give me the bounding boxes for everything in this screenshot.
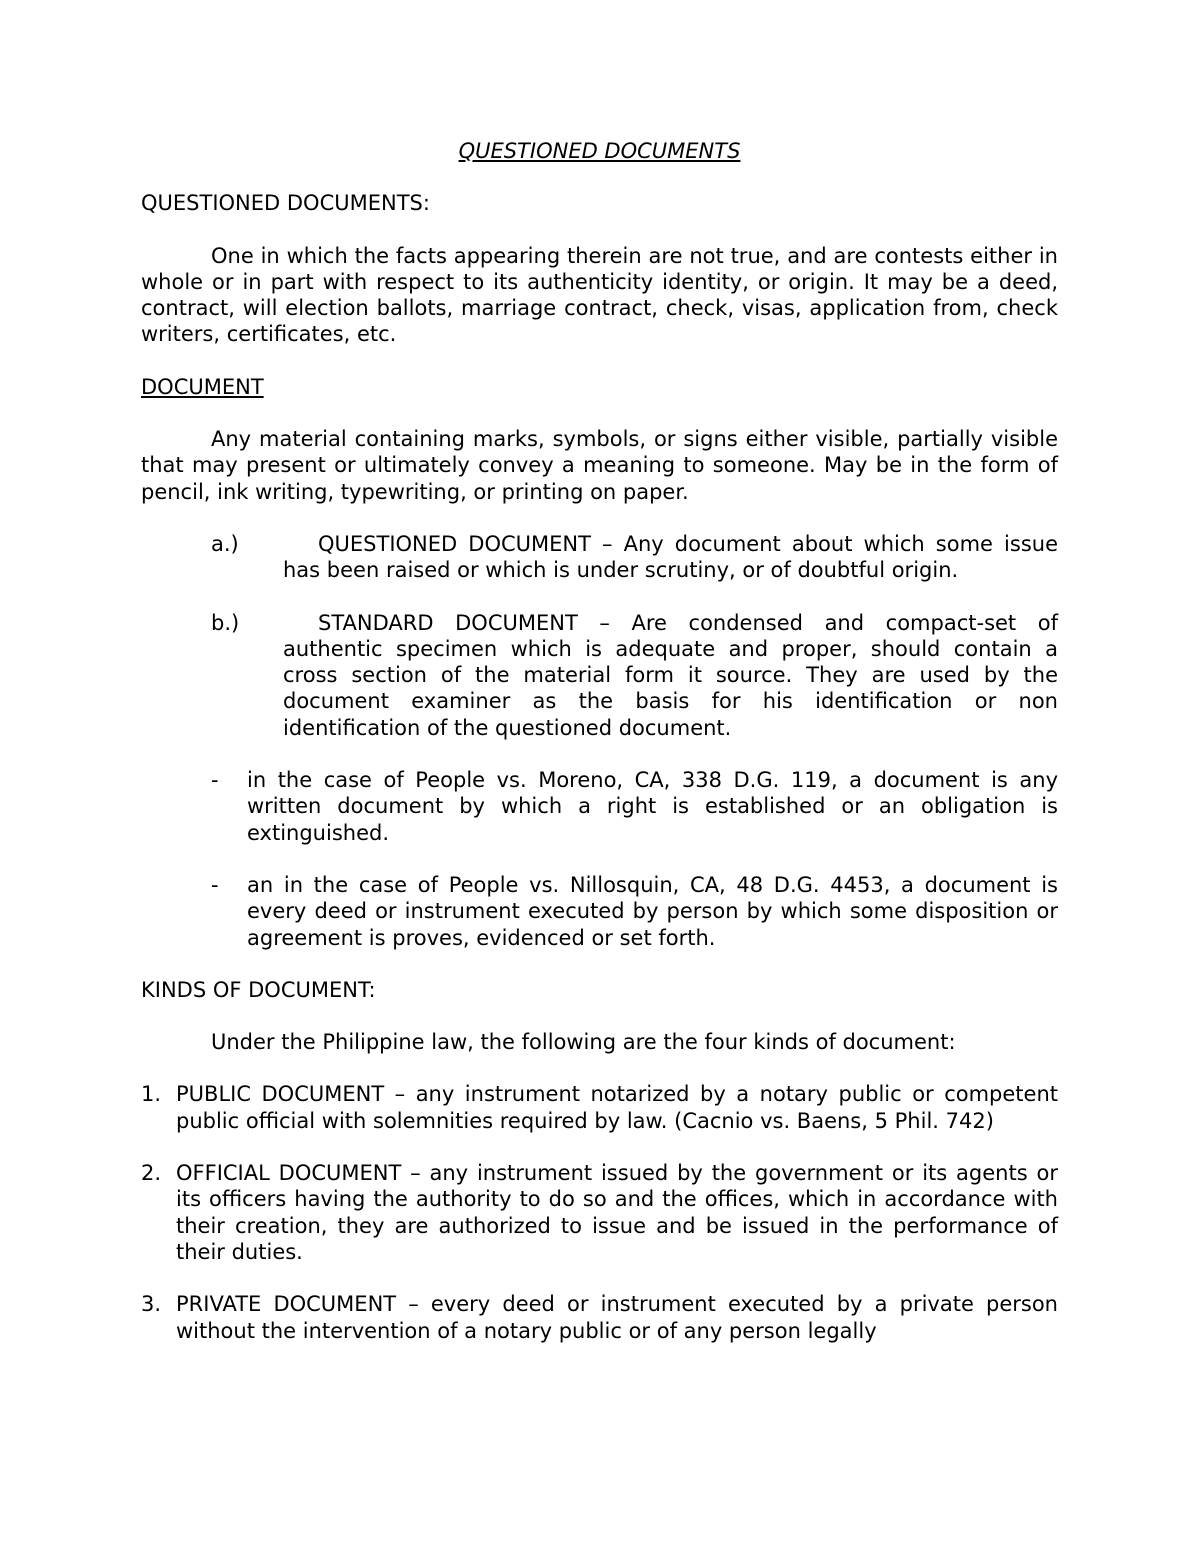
kind-text: PUBLIC DOCUMENT – any instrument notarized by a notary public or competent public official with solemnities required by law. (Cacnio vs. Baens, 5 Phil. 742) (176, 1082, 1058, 1133)
dash-marker: - (211, 768, 219, 793)
section-heading-questioned-documents: QUESTIONED DOCUMENTS: (141, 191, 430, 216)
list-item-text: STANDARD DOCUMENT – Are condensed and compact-set of authentic specimen which is adequate and proper, should contain a cross section of the material form it source. They are used by the document examiner as the basis for his identification or non identification of the questioned document. (283, 610, 1058, 740)
list-marker: a.) (211, 531, 239, 556)
list-marker: b.) (211, 610, 240, 635)
document-definition-paragraph: Any material containing marks, symbols, or signs either visible, partially visible that may present or ultimately convey a meaning to someone. May be in the form of pencil, ink writing, typewriting, or printing on paper. (141, 427, 1058, 504)
dash-marker: - (211, 872, 219, 897)
section-heading-document: DOCUMENT (141, 374, 264, 399)
list-item-questioned-document (141, 531, 1058, 584)
list-item-standard-document (141, 610, 1058, 741)
case-text: an in the case of People vs. Nillosquin, CA, 48 D.G. 4453, a document is every deed or instrument executed by person by which some disposition or agreement is proves, evidenced or set forth. (247, 872, 1058, 950)
kind-text: PRIVATE DOCUMENT – every deed or instrument executed by a private person without the intervention of a notary public or of any person legally (176, 1292, 1058, 1343)
document-title: QUESTIONED DOCUMENTS (458, 139, 741, 163)
kinds-intro-paragraph: Under the Philippine law, the following are the four kinds of document: (211, 1030, 956, 1055)
list-item-text: QUESTIONED DOCUMENT – Any document about which some issue has been raised or which is under scrutiny, or of doubtful origin. (283, 531, 1058, 583)
definition-paragraph: One in which the facts appearing therein are not true, and are contests either in whole or in part with respect to its authenticity identity, or origin. It may be a deed, contract, will election ballots, marriage contract, check, visas, application from, check writers, certificates, etc. (141, 243, 1058, 347)
section-heading-kinds-of-document: KINDS OF DOCUMENT: (141, 977, 376, 1002)
case-text: in the case of People vs. Moreno, CA, 338 D.G. 119, a document is any written document by which a right is established or an obligation is extinguished. (247, 768, 1058, 845)
case-item-nillosquin (141, 872, 1058, 951)
case-item-moreno (141, 767, 1058, 846)
kind-item-public-document (141, 1081, 1058, 1134)
number-marker: 1. (141, 1082, 162, 1107)
kind-item-private-document (141, 1291, 1058, 1344)
document-page (141, 138, 1058, 1370)
kind-item-official-document (141, 1160, 1058, 1265)
number-marker: 2. (141, 1161, 162, 1186)
kind-text: OFFICIAL DOCUMENT – any instrument issued by the government or its agents or its officers having the authority to do so and the offices, which in accordance with their creation, they are authorized to issue and be issued in the performance of their duties. (176, 1161, 1058, 1264)
number-marker: 3. (141, 1292, 162, 1317)
